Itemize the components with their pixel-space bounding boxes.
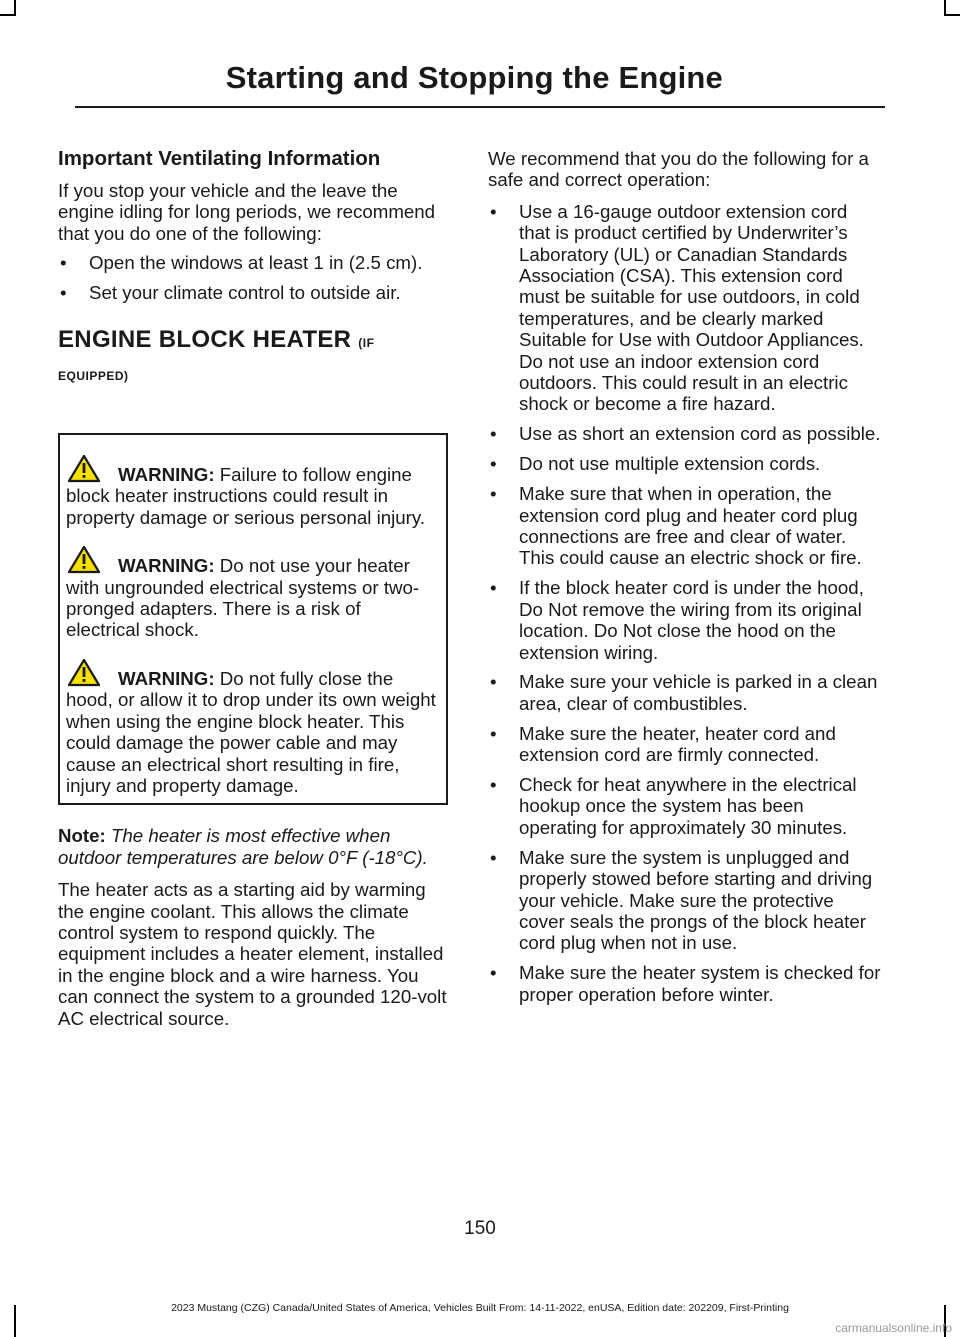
list-item: • Set your climate control to outside air. xyxy=(60,281,401,303)
watermark[interactable]: carmanualsonline.info xyxy=(835,1321,952,1335)
warning-item xyxy=(66,546,438,641)
warning-label: WARNING: xyxy=(118,464,215,486)
warning-triangle-icon xyxy=(68,659,114,687)
header-rule xyxy=(75,106,885,108)
ventilating-intro: If you stop your vehicle and the leave the engine idling for long periods, we recommend that you do one of the following: xyxy=(58,180,436,244)
recommendation-list xyxy=(488,201,883,1005)
page-title: Starting and Stopping the Engine xyxy=(225,60,723,95)
bullet-icon: • xyxy=(490,962,497,984)
section-qualifier: (IF EQUIPPED) xyxy=(58,336,375,384)
right-column xyxy=(488,146,883,1014)
bullet-icon: • xyxy=(490,483,497,505)
list-item: • If the block heater cord is under the hood, Do Not remove the wiring from its original location. Do Not close the hood on the extension wiring. xyxy=(490,577,864,663)
list-item: • Make sure the heater system is checked for proper operation before winter. xyxy=(490,962,881,1005)
ventilating-subheading: Important Ventilating Information xyxy=(58,147,381,170)
list-item: • Do not use multiple extension cords. xyxy=(490,453,821,475)
left-column xyxy=(58,146,448,1029)
warning-triangle-icon xyxy=(68,546,114,574)
warning-item xyxy=(66,455,438,528)
page-number: 150 xyxy=(464,1218,496,1239)
list-item: • Open the windows at least 1 in (2.5 cm). xyxy=(60,252,423,274)
bullet-icon: • xyxy=(490,423,497,445)
footer-edition-info: 2023 Mustang (CZG) Canada/United States of America, Vehicles Built From: 14-11-2022, enUSA, Edition date: 202209, First-Printing xyxy=(171,1302,789,1314)
crop-mark xyxy=(944,14,960,16)
list-item: • Make sure the heater, heater cord and extension cord are firmly connected. xyxy=(490,722,836,766)
section-title: ENGINE BLOCK HEATER (IF EQUIPPED) xyxy=(58,326,375,384)
list-item: • Make sure that when in operation, the extension cord plug and heater cord plug connections are free and clear of water. This could cause an electric shock or fire. xyxy=(490,483,862,569)
note-text: The heater is most effective when outdoor temperatures are below 0°F (-18°C). xyxy=(58,825,428,868)
crop-mark xyxy=(0,14,16,16)
list-item: • Use a 16-gauge outdoor extension cord that is product certified by Underwriter’s Laboratory (UL) or Canadian Standards Association (CSA). This extension cord must be suitable for use outdoors, in cold temperatures, and be clearly marked Suitable for Use with Outdoor Appliances. Do not use an indoor extension cord outdoors. This could result in an electric shock or become a fire hazard. xyxy=(490,200,864,415)
note-label: Note: xyxy=(58,825,106,847)
bullet-icon: • xyxy=(60,252,67,274)
warning-label: WARNING: xyxy=(118,667,215,689)
bullet-icon: • xyxy=(490,722,497,744)
warning-triangle-icon xyxy=(68,455,114,483)
warning-item xyxy=(66,659,438,796)
warning-text: Failure to follow engine block heater instructions could result in property damage or serious personal injury. xyxy=(66,464,426,528)
bullet-icon: • xyxy=(490,577,497,599)
bullet-icon: • xyxy=(490,200,497,222)
bullet-icon: • xyxy=(490,671,497,693)
warning-box xyxy=(58,433,448,805)
bullet-icon: • xyxy=(490,774,497,796)
note xyxy=(58,825,448,868)
list-item: • Use as short an extension cord as possible. xyxy=(490,423,881,445)
bullet-icon: • xyxy=(60,281,67,303)
recommendation-intro: We recommend that you do the following for a safe and correct operation: xyxy=(488,148,869,191)
list-item: • Make sure your vehicle is parked in a clean area, clear of combustibles. xyxy=(490,671,878,714)
ventilating-list xyxy=(58,252,448,303)
bullet-icon: • xyxy=(490,453,497,475)
warning-text: Do not use your heater with ungrounded electrical systems or two-pronged adapters. There is a risk of electrical shock. xyxy=(66,555,420,641)
list-item: • Check for heat anywhere in the electrical hookup once the system has been operating for approximately 30 minutes. xyxy=(490,774,857,838)
warning-text: Do not fully close the hood, or allow it to drop under its own weight when using the engine block heater. This could damage the power cable and may cause an electrical short resulting in fire, injury and property damage. xyxy=(66,667,436,796)
list-item: • Make sure the system is unplugged and properly stowed before starting and driving your vehicle. Make sure the protective cover seals the prongs of the block heater cord plug when not in use. xyxy=(490,846,873,954)
bullet-icon: • xyxy=(490,846,497,868)
warning-label: WARNING: xyxy=(118,555,215,577)
heater-paragraph: The heater acts as a starting aid by warming the engine coolant. This allows the climate control system to respond quickly. The equipment includes a heater element, installed in the engine block and a wire harness. You can connect the system to a grounded 120-volt AC electrical source. xyxy=(58,879,447,1029)
